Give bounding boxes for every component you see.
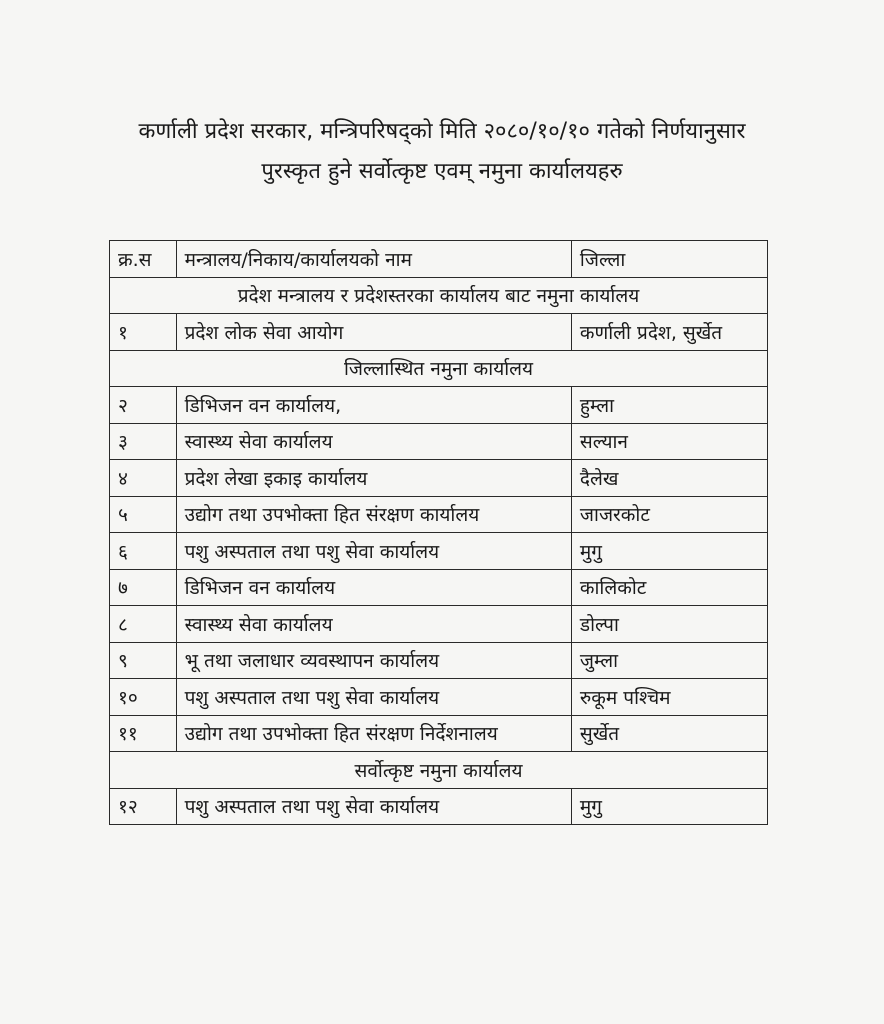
document-heading: [0, 112, 884, 192]
row-district: दैलेख: [571, 460, 767, 497]
row-office-name: स्वास्थ्य सेवा कार्यालय: [176, 423, 571, 460]
row-office-name: डिभिजन वन कार्यालय: [176, 569, 571, 606]
award-table: [109, 240, 768, 825]
header-name: मन्त्रालय/निकाय/कार्यालयको नाम: [176, 241, 571, 278]
row-office-name: उद्योग तथा उपभोक्ता हित संरक्षण निर्देशनालय: [176, 715, 571, 752]
table-row: [110, 606, 768, 643]
heading-line-2: पुरस्कृत हुने सर्वोत्कृष्ट एवम् नमुना कार्यालयहरु: [261, 159, 623, 184]
table-header-row: [110, 241, 768, 278]
row-district: सुर्खेत: [571, 715, 767, 752]
heading-line-1: कर्णाली प्रदेश सरकार, मन्त्रिपरिषद्को मिति २०८०/१०/१० गतेको निर्णयानुसार: [138, 119, 746, 144]
row-sn: ५: [110, 496, 177, 533]
table-row: [110, 569, 768, 606]
table-row: [110, 642, 768, 679]
section-title: सर्वोत्कृष्ट नमुना कार्यालय: [110, 752, 768, 789]
row-office-name: डिभिजन वन कार्यालय,: [176, 387, 571, 424]
section-title: प्रदेश मन्त्रालय र प्रदेशस्तरका कार्यालय बाट नमुना कार्यालय: [110, 277, 768, 314]
table-row: [110, 679, 768, 716]
row-district: कर्णाली प्रदेश, सुर्खेत: [571, 314, 767, 351]
award-table-body: [110, 241, 768, 825]
table-row: [110, 533, 768, 570]
row-sn: १०: [110, 679, 177, 716]
row-district: मुगु: [571, 533, 767, 570]
row-sn: ३: [110, 423, 177, 460]
row-office-name: पशु अस्पताल तथा पशु सेवा कार्यालय: [176, 679, 571, 716]
row-office-name: प्रदेश लोक सेवा आयोग: [176, 314, 571, 351]
row-sn: १: [110, 314, 177, 351]
row-office-name: स्वास्थ्य सेवा कार्यालय: [176, 606, 571, 643]
row-sn: ८: [110, 606, 177, 643]
row-district: जुम्ला: [571, 642, 767, 679]
row-office-name: उद्योग तथा उपभोक्ता हित संरक्षण कार्यालय: [176, 496, 571, 533]
row-sn: ९: [110, 642, 177, 679]
row-district: हुम्ला: [571, 387, 767, 424]
header-sn: क्र.स: [110, 241, 177, 278]
row-district: जाजरकोट: [571, 496, 767, 533]
row-sn: २: [110, 387, 177, 424]
row-district: रुकूम पश्चिम: [571, 679, 767, 716]
table-row: [110, 387, 768, 424]
table-row: [110, 423, 768, 460]
table-row: [110, 314, 768, 351]
row-sn: ६: [110, 533, 177, 570]
section-title: जिल्लास्थित नमुना कार्यालय: [110, 350, 768, 387]
row-district: मुगु: [571, 788, 767, 825]
row-office-name: पशु अस्पताल तथा पशु सेवा कार्यालय: [176, 788, 571, 825]
row-sn: ७: [110, 569, 177, 606]
header-district: जिल्ला: [571, 241, 767, 278]
row-office-name: पशु अस्पताल तथा पशु सेवा कार्यालय: [176, 533, 571, 570]
section-row: [110, 350, 768, 387]
row-office-name: प्रदेश लेखा इकाइ कार्यालय: [176, 460, 571, 497]
row-sn: १२: [110, 788, 177, 825]
section-row: [110, 752, 768, 789]
row-district: सल्यान: [571, 423, 767, 460]
row-sn: ४: [110, 460, 177, 497]
table-row: [110, 460, 768, 497]
table-row: [110, 715, 768, 752]
table-row: [110, 788, 768, 825]
row-district: कालिकोट: [571, 569, 767, 606]
row-sn: ११: [110, 715, 177, 752]
table-row: [110, 496, 768, 533]
row-office-name: भू तथा जलाधार व्यवस्थापन कार्यालय: [176, 642, 571, 679]
row-district: डोल्पा: [571, 606, 767, 643]
section-row: [110, 277, 768, 314]
